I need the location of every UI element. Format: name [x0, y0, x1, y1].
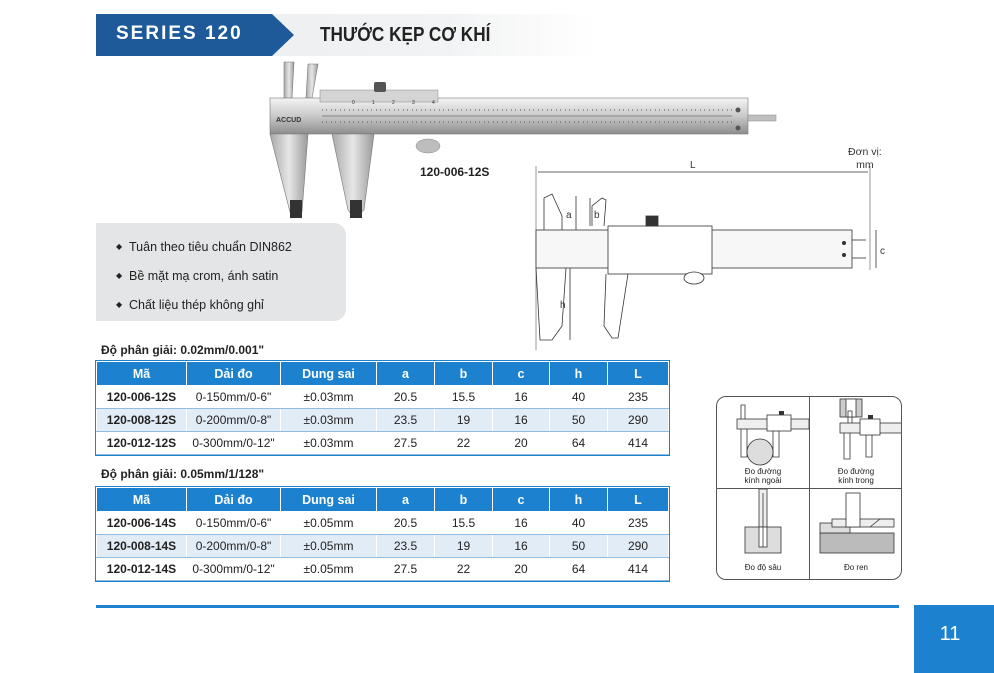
spec-table-1	[96, 361, 669, 455]
footer-line	[96, 605, 899, 608]
svg-text:1: 1	[372, 100, 375, 106]
table-row: 120-012-14S 0-300mm/0-12" ±0.05mm 27.5 22 20 64 414	[97, 558, 669, 581]
resolution-label-1: Độ phân giải: 0.02mm/0.001"	[101, 343, 265, 357]
bullet-icon: ◆	[116, 271, 123, 280]
feature-item: ◆ Tuân theo tiêu chuẩn DIN862	[116, 239, 292, 254]
usage-panel	[716, 396, 902, 580]
svg-text:3: 3	[412, 100, 415, 106]
page-title: THƯỚC KẸP CƠ KHÍ	[320, 24, 491, 46]
svg-text:2: 2	[392, 100, 395, 106]
feature-item: ◆ Bề mặt mạ crom, ánh satin	[116, 268, 279, 283]
svg-text:0: 0	[352, 100, 355, 106]
outside-measure-icon	[717, 397, 809, 467]
unit-label: Đơn vị: mm	[848, 146, 882, 171]
resolution-label-2: Độ phân giải: 0.05mm/1/128"	[101, 467, 265, 481]
table-row: 120-008-12S 0-200mm/0-8" ±0.03mm 23.5 19 16 50 290	[97, 409, 669, 432]
table-header-row: Mã Dải đo Dung sai a b c h L	[97, 488, 669, 512]
brand-logo: ACCUD	[276, 117, 302, 124]
series-label: SERIES 120	[116, 23, 243, 44]
svg-text:4: 4	[432, 100, 435, 106]
table-header-row: Mã Dải đo Dung sai a b c h L	[97, 362, 669, 386]
dim-c-label: c	[880, 246, 885, 257]
table-row: 120-006-12S 0-150mm/0-6" ±0.03mm 20.5 15.5 16 40 235	[97, 386, 669, 409]
table-row: 120-008-14S 0-200mm/0-8" ±0.05mm 23.5 19 16 50 290	[97, 535, 669, 558]
table-row: 120-012-12S 0-300mm/0-12" ±0.03mm 27.5 22 20 64 414	[97, 432, 669, 455]
spec-table-2	[96, 487, 669, 581]
usage-depth: Đo độ sâu	[717, 489, 809, 580]
dimension-diagram	[518, 140, 898, 350]
inside-measure-icon	[810, 397, 902, 467]
dim-b-label: b	[594, 210, 600, 221]
usage-inside-diameter: Đo đường kính trong	[810, 397, 902, 488]
usage-step: Đo ren	[810, 489, 902, 580]
bullet-icon: ◆	[116, 242, 123, 251]
usage-outside-diameter: Đo đường kính ngoài	[717, 397, 809, 488]
feature-list	[96, 223, 346, 321]
bullet-icon: ◆	[116, 300, 123, 309]
dim-a-label: a	[566, 210, 572, 221]
photo-model-label: 120-006-12S	[420, 165, 490, 179]
page-number: 11	[939, 623, 961, 645]
feature-item: ◆ Chất liệu thép không ghỉ	[116, 297, 264, 312]
step-measure-icon	[810, 489, 902, 559]
table-row: 120-006-14S 0-150mm/0-6" ±0.05mm 20.5 15.5 16 40 235	[97, 512, 669, 535]
dim-L-label: L	[690, 160, 696, 171]
depth-measure-icon	[717, 489, 809, 559]
dim-h-label: h	[560, 300, 566, 311]
